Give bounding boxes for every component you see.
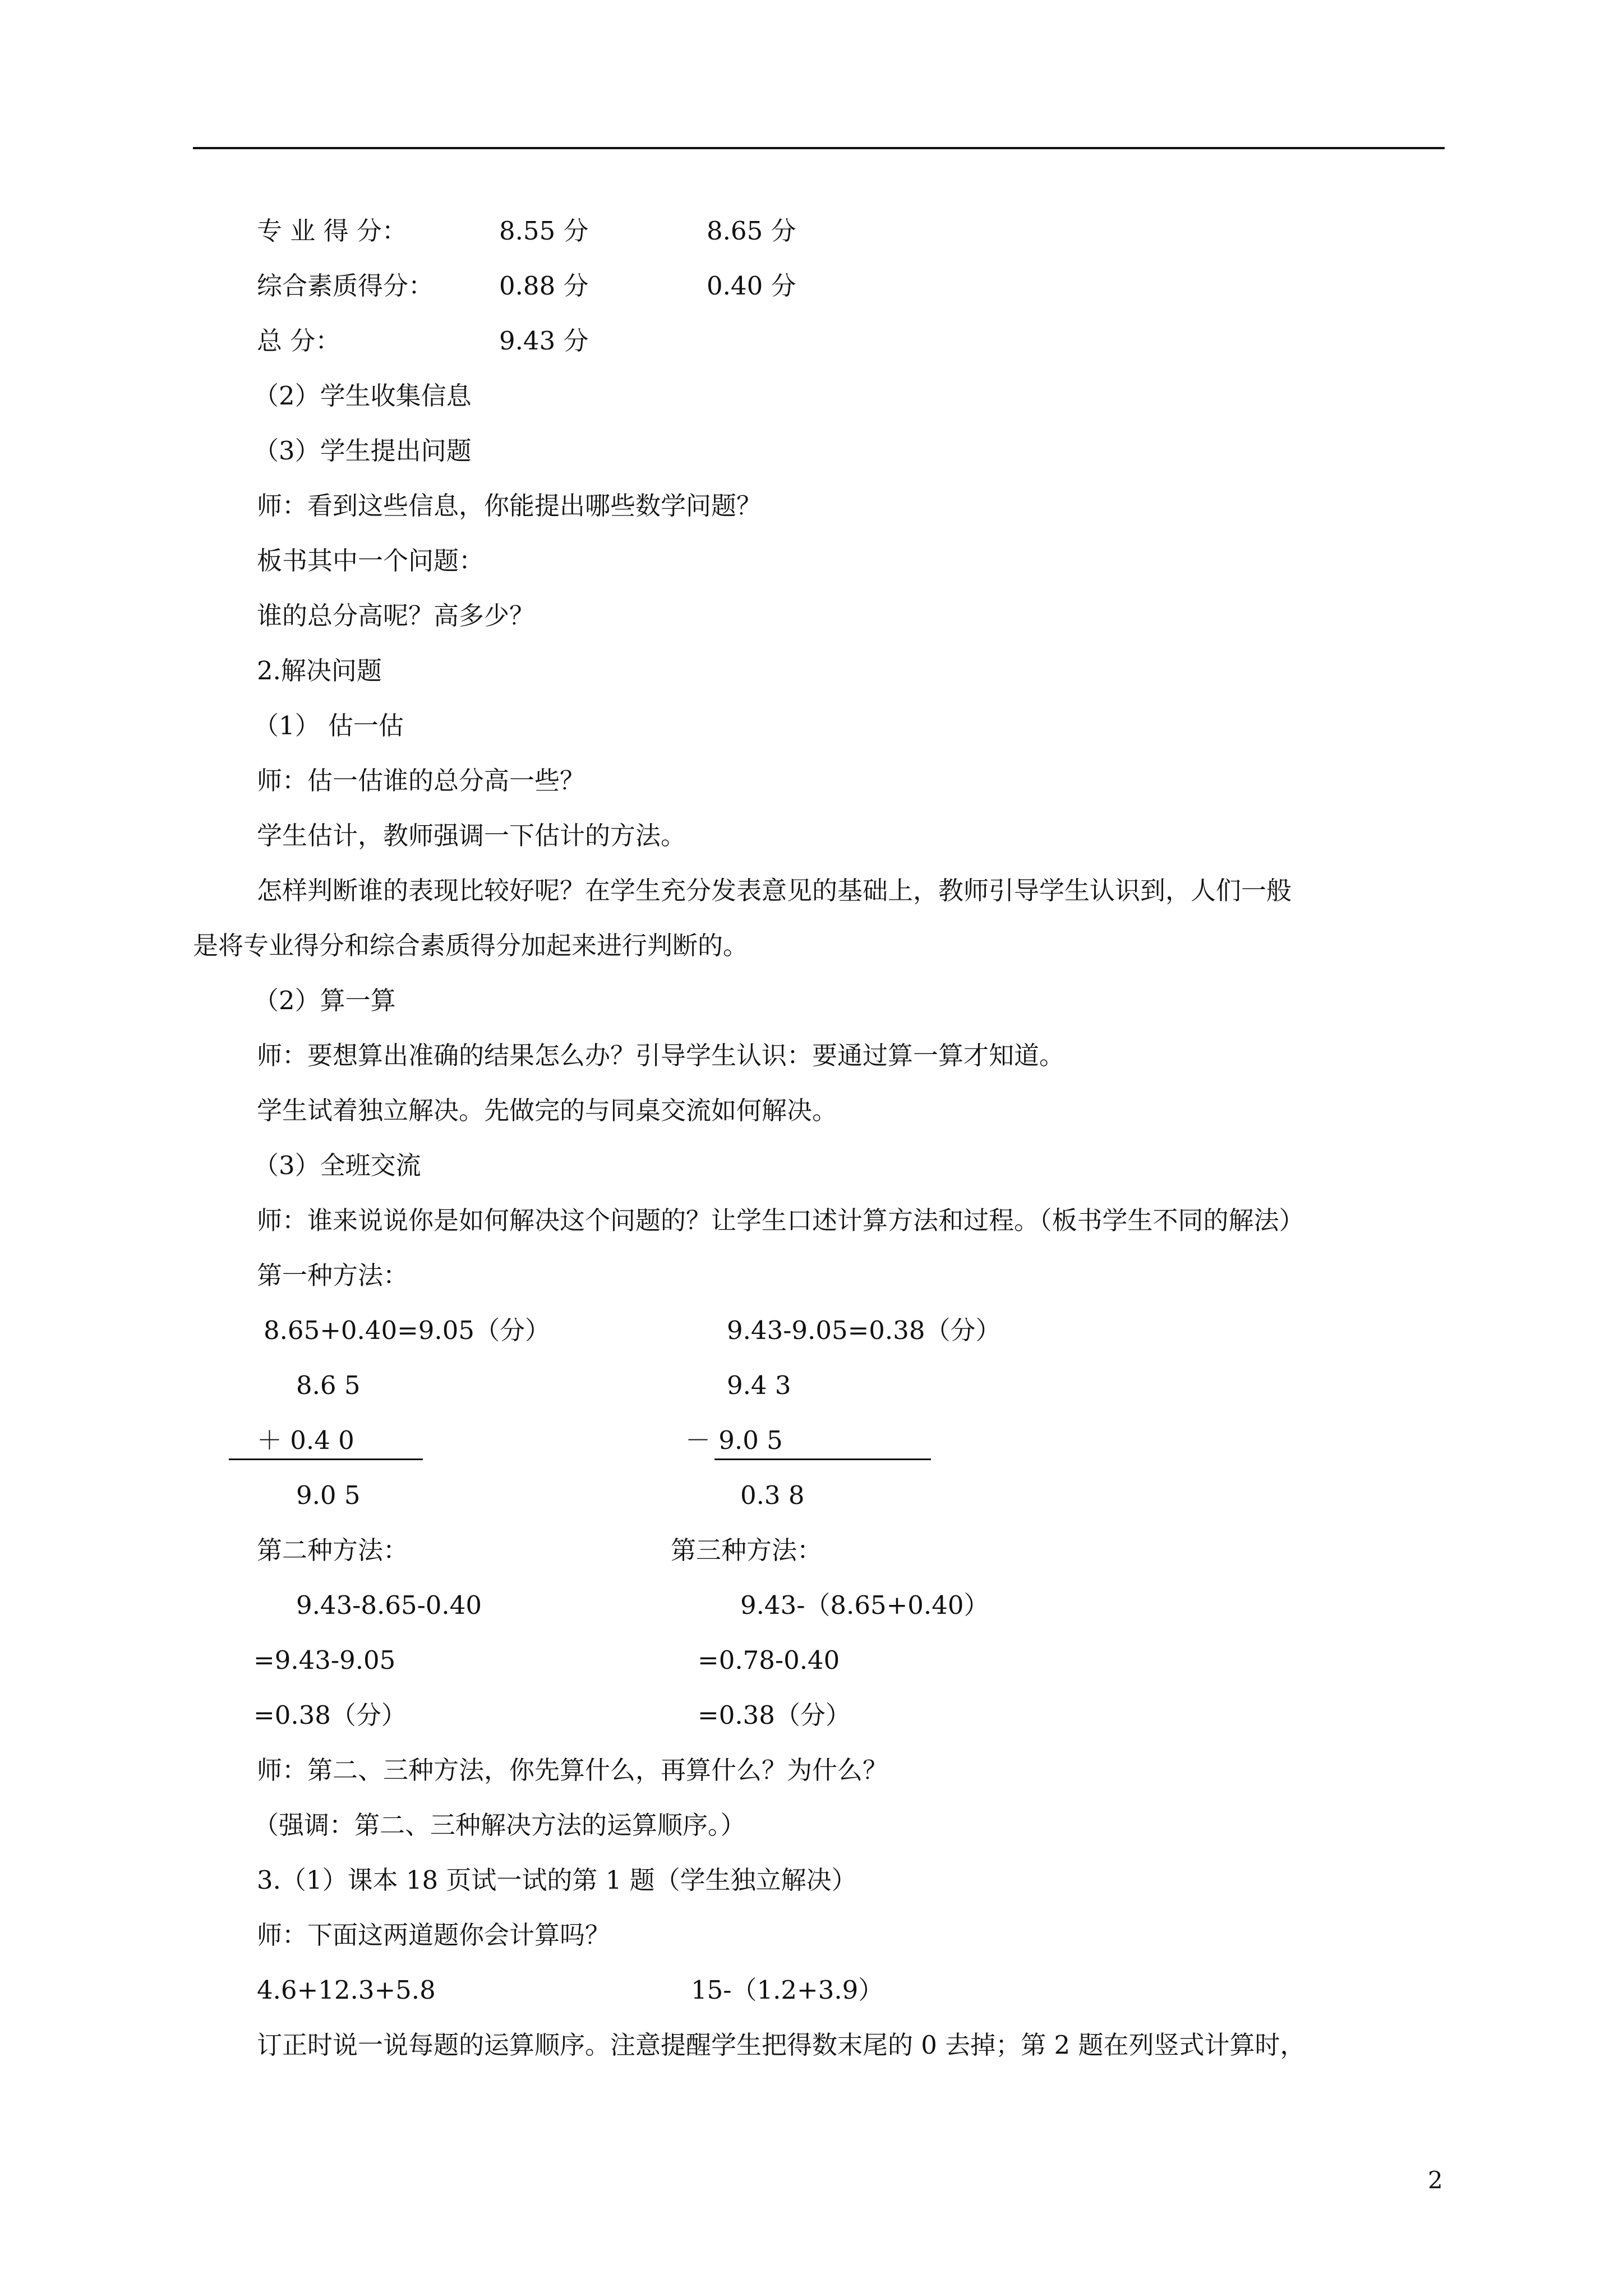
method3-line-1: 9.43-（8.65+0.40） [740, 1590, 989, 1620]
vertical-sub-line [714, 1458, 931, 1460]
header-rule [193, 147, 1445, 149]
vertical-add-result: 9.0 5 [296, 1480, 361, 1510]
teacher-question: 师：看到这些信息，你能提出哪些数学问题？ [257, 491, 762, 521]
score-b-quality: 0.40 分 [707, 271, 796, 301]
student-estimate: 学生估计，教师强调一下估计的方法。 [257, 821, 686, 850]
vertical-sub-operand: － 9.0 5 [685, 1425, 783, 1455]
method2-line-3: =0.38（分） [253, 1700, 407, 1730]
score-b-professional: 8.65 分 [707, 216, 796, 246]
vertical-sub-top: 9.4 3 [727, 1370, 791, 1400]
score-label-quality: 综合素质得分： [257, 271, 434, 301]
score-a-quality: 0.88 分 [499, 271, 589, 301]
correction-note: 订正时说一说每题的运算顺序。注意提醒学生把得数末尾的 0 去掉；第 2 题在列竖式计算时， [257, 2030, 1306, 2060]
teacher-calculate: 师：要想算出准确的结果怎么办？引导学生认识：要通过算一算才知道。 [257, 1041, 1065, 1070]
score-a-professional: 8.55 分 [499, 216, 589, 246]
method-one-title: 第一种方法： [257, 1260, 409, 1290]
section-heading-solve: 2.解决问题 [257, 656, 382, 685]
score-label-total: 总 分： [257, 326, 341, 356]
step-ask-question: （3）学生提出问题 [253, 436, 472, 466]
method3-line-3: =0.38（分） [698, 1700, 851, 1730]
vertical-add-line [229, 1458, 423, 1460]
question-text: 谁的总分高呢？高多少？ [257, 601, 535, 631]
teacher-exchange: 师：谁来说说你是如何解决这个问题的？让学生口述计算方法和过程。（板书学生不同的解法） [257, 1205, 1304, 1235]
teacher-order-question: 师：第二、三种方法，你先算什么，再算什么？为什么？ [257, 1755, 888, 1785]
teacher-estimate: 师：估一估谁的总分高一些？ [257, 766, 585, 795]
method-three-title: 第三种方法： [671, 1535, 823, 1565]
method-two-title: 第二种方法： [257, 1535, 409, 1565]
textbook-exercise: 3.（1）课本 18 页试一试的第 1 题（学生独立解决） [257, 1865, 857, 1895]
paragraph-line-1: 怎样判断谁的表现比较好呢？在学生充分发表意见的基础上，教师引导学生认识到，人们一般 [257, 876, 1292, 905]
score-a-total: 9.43 分 [499, 326, 589, 356]
step-collect-info: （2）学生收集信息 [253, 381, 472, 411]
vertical-add-top: 8.6 5 [296, 1370, 361, 1400]
step-calculate: （2）算一算 [253, 986, 396, 1015]
method3-line-2: =0.78-0.40 [698, 1645, 840, 1675]
method1-equation-subtract: 9.43-9.05=0.38（分） [727, 1315, 1001, 1345]
step-estimate: （1） 估一估 [253, 711, 404, 740]
board-note: 板书其中一个问题： [257, 546, 485, 576]
teacher-exercise-question: 师：下面这两道题你会计算吗？ [257, 1920, 611, 1950]
emphasis-note: （强调：第二、三种解决方法的运算顺序。） [253, 1810, 746, 1840]
paragraph-line-2: 是将专业得分和综合素质得分加起来进行判断的。 [193, 931, 749, 960]
method2-line-2: =9.43-9.05 [253, 1645, 396, 1675]
method2-line-1: 9.43-8.65-0.40 [296, 1590, 482, 1620]
student-solve: 学生试着独立解决。先做完的与同桌交流如何解决。 [257, 1096, 838, 1125]
exercise-expression-1: 4.6+12.3+5.8 [257, 1975, 436, 2005]
score-label-professional: 专 业 得 分： [257, 216, 407, 246]
page-number: 2 [1428, 2166, 1443, 2194]
method1-equation-add: 8.65+0.40=9.05（分） [264, 1315, 550, 1345]
vertical-add-operand: ＋ 0.4 0 [257, 1425, 354, 1455]
step-class-exchange: （3）全班交流 [253, 1151, 421, 1180]
exercise-expression-2: 15-（1.2+3.9） [691, 1975, 884, 2005]
vertical-sub-result: 0.3 8 [740, 1480, 805, 1510]
